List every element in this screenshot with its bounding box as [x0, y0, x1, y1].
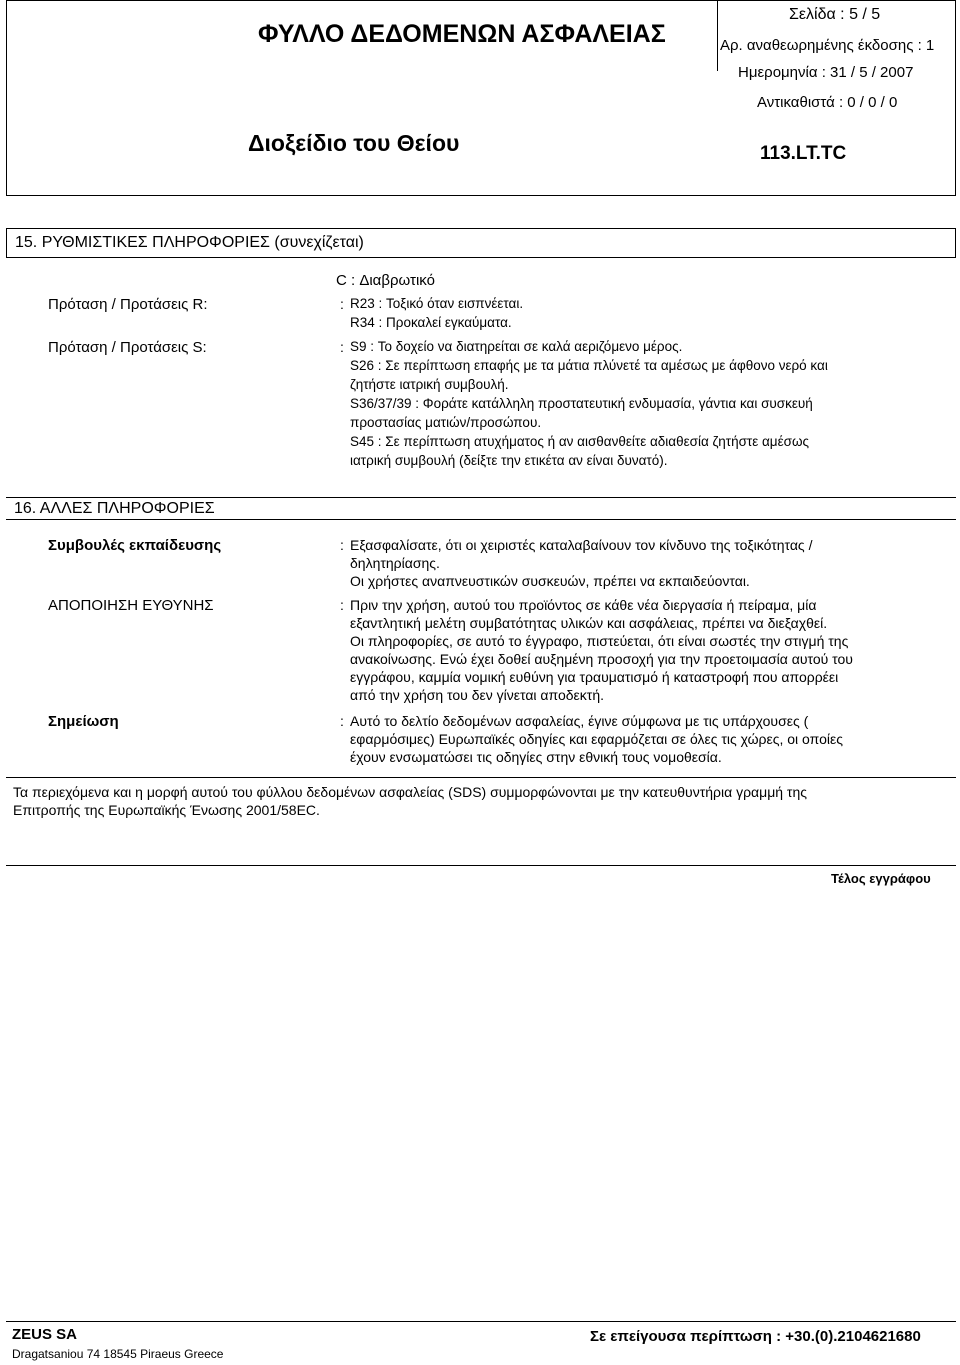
page-number: Σελίδα : 5 / 5	[789, 6, 881, 23]
section-16-heading: 16. ΑΛΛΕΣ ΠΛΗΡΟΦΟΡΙΕΣ	[6, 497, 956, 520]
s-phrase: S36/37/39 : Φοράτε κατάλληλη προστατευτική ενδυμασία, γάντια και συσκευή	[350, 396, 813, 411]
disclaimer-text: εγγράφου, καμμία νομική ευθύνη για τραυματισμό ή καταστροφή που απορρέει	[350, 669, 839, 685]
note-text: εφαρμόσιμες) Ευρωπαϊκές οδηγίες και εφαρμόζεται σε όλες τις χώρες, οι οποίες	[350, 731, 843, 747]
training-text: δηλητηρίασης.	[350, 555, 440, 571]
section-15-heading: 15. ΡΥΘΜΙΣΤΙΚΕΣ ΠΛΗΡΟΦΟΡΙΕΣ (συνεχίζεται)	[6, 228, 956, 258]
training-text: Εξασφαλίσατε, ότι οι χειριστές καταλαβαίνουν τον κίνδυνο της τοξικότητας /	[350, 537, 813, 553]
emergency-phone: Σε επείγουσα περίπτωση : +30.(0).2104621680	[590, 1328, 921, 1345]
r-phrases-label: Πρόταση / Προτάσεις R:	[48, 296, 208, 313]
note-text: έχουν ενσωματώσει τις οδηγίες στην εθνική τους νομοθεσία.	[350, 749, 722, 765]
document-title: ΦΥΛΛΟ ΔΕΔΟΜΕΝΩΝ ΑΣΦΑΛΕΙΑΣ	[258, 20, 666, 48]
disclaimer-text: από την χρήση του δεν γίνεται αποδεκτή.	[350, 687, 604, 703]
footer-divider	[6, 1321, 956, 1322]
colon: :	[340, 339, 344, 355]
compliance-text: Επιτροπής της Ευρωπαϊκής Ένωσης 2001/58EC.	[13, 802, 320, 818]
s-phrases-label: Πρόταση / Προτάσεις S:	[48, 339, 207, 356]
r-phrase: R23 : Τοξικό όταν εισπνέεται.	[350, 296, 524, 311]
training-text: Οι χρήστες αναπνευστικών συσκευών, πρέπει να εκπαιδεύονται.	[350, 573, 750, 589]
disclaimer-text: εξαντλητική μελέτη συμβατότητας υλικών και ασφάλειας, πρέπει να διεξαχθεί.	[350, 615, 828, 631]
header-divider	[717, 1, 718, 71]
compliance-text: Τα περιεχόμενα και η μορφή αυτού του φύλλου δεδομένων ασφαλείας (SDS) συμμορφώνονται με την κατευθυντήρια γραμμή της	[13, 784, 807, 800]
s-phrase: S9 : Το δοχείο να διατηρείται σε καλά αεριζόμενο μέρος.	[350, 339, 683, 354]
disclaimer-text: ανακοίνωσης. Ενώ έχει δοθεί αυξημένη προσοχή για την προετοιμασία αυτού του	[350, 651, 853, 667]
disclaimer-label: ΑΠΟΠΟΙΗΣΗ ΕΥΘΥΝΗΣ	[48, 597, 214, 614]
disclaimer-text: Οι πληροφορίες, σε αυτό το έγγραφο, πιστεύεται, ότι είναι σωστές την στιγμή της	[350, 633, 849, 649]
end-of-document: Τέλος εγγράφου	[831, 871, 931, 886]
note-label: Σημείωση	[48, 713, 119, 730]
s-phrase: S45 : Σε περίπτωση ατυχήματος ή αν αισθανθείτε αδιαθεσία ζητήστε αμέσως	[350, 434, 809, 449]
s-phrase: ιατρική συμβουλή (δείξτε την ετικέτα αν είναι δυνατό).	[350, 453, 668, 468]
product-name: Διοξείδιο του Θείου	[248, 130, 460, 156]
colon: :	[340, 597, 344, 613]
training-label: Συμβουλές εκπαίδευσης	[48, 537, 222, 554]
product-code: 113.LT.TC	[760, 143, 847, 164]
company-address: Dragatsaniou 74 18545 Piraeus Greece	[12, 1347, 224, 1361]
s-phrase: ζητήστε ιατρική συμβουλή.	[350, 377, 509, 392]
replaces-version: Αντικαθιστά : 0 / 0 / 0	[757, 94, 898, 111]
company-name: ZEUS SA	[12, 1326, 78, 1343]
revision-number: Αρ. αναθεωρημένης έκδοσης : 1	[720, 37, 935, 54]
s-phrase: προστασίας ματιών/προσώπου.	[350, 415, 542, 430]
disclaimer-text: Πριν την χρήση, αυτού του προϊόντος σε κάθε νέα διεργασία ή πείραμα, μία	[350, 597, 817, 613]
end-divider	[6, 865, 956, 866]
revision-date: Ημερομηνία : 31 / 5 / 2007	[738, 64, 914, 81]
colon: :	[340, 537, 344, 553]
colon: :	[340, 296, 344, 312]
r-phrase: R34 : Προκαλεί εγκαύματα.	[350, 315, 512, 330]
hazard-classification: C : Διαβρωτικό	[336, 272, 435, 289]
section-divider	[6, 777, 956, 778]
colon: :	[340, 713, 344, 729]
s-phrase: S26 : Σε περίπτωση επαφής με τα μάτια πλύνετέ τα αμέσως με άφθονο νερό και	[350, 358, 828, 373]
note-text: Αυτό το δελτίο δεδομένων ασφαλείας, έγινε σύμφωνα με τις υπάρχουσες (	[350, 713, 809, 729]
